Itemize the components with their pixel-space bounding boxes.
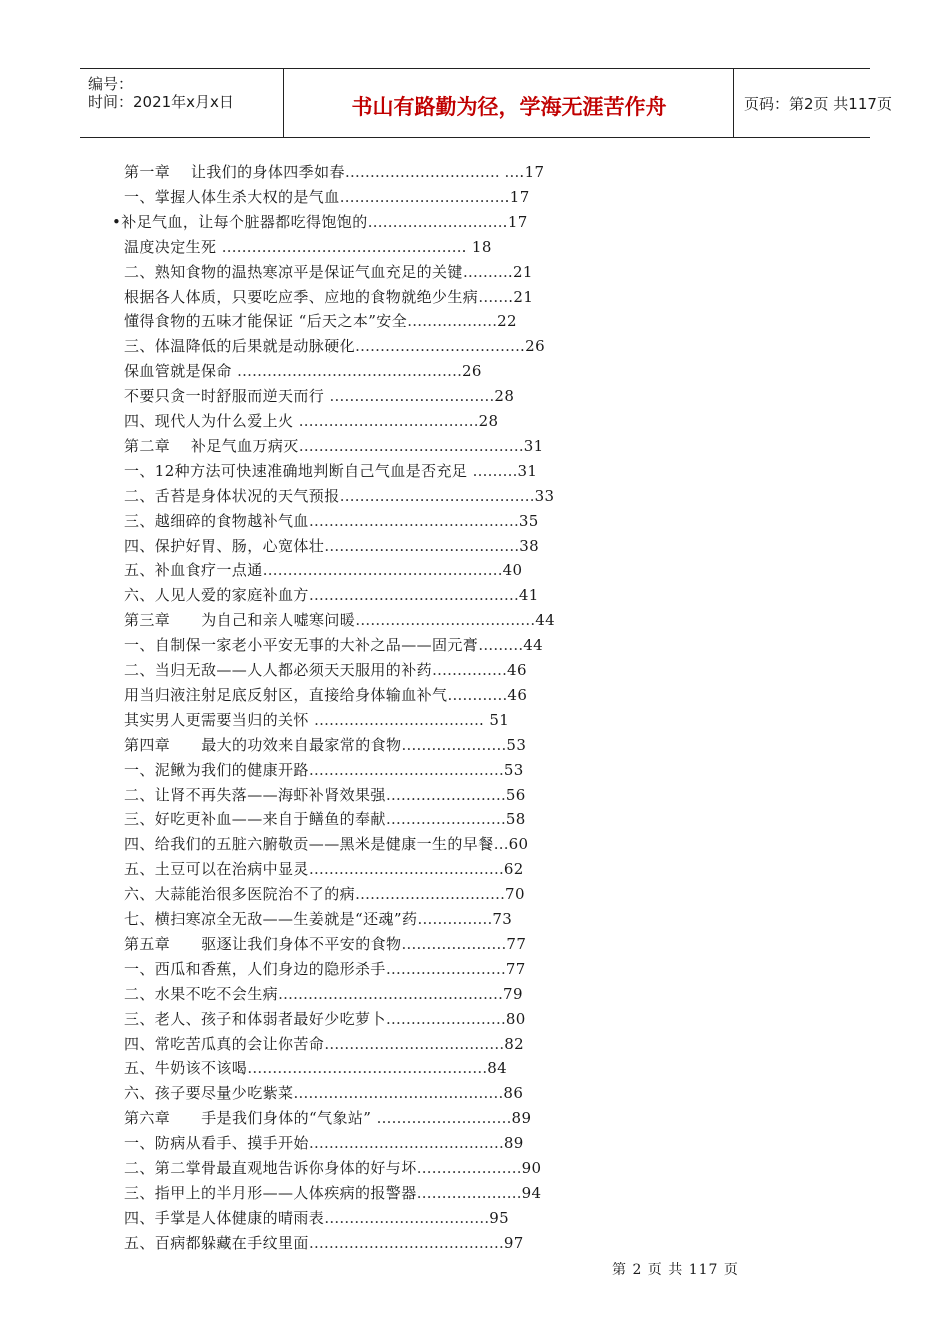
toc-entry-title: 三、指甲上的半月形——人体疾病的报警器 [124,1184,417,1202]
toc-leader-dots: ………………………………… [324,537,520,555]
toc-entry-title: 四、给我们的五脏六腑敬贡——黑米是健康一生的早餐 [124,835,494,853]
toc-entry-title: 二、当归无敌——人人都必须天天服用的补药 [124,661,433,679]
toc-entry-page: . 18 [461,238,492,256]
toc-entry-title: 第五章 驱逐让我们身体不平安的食物 [124,935,402,953]
toc-entry-title: 五、土豆可以在治病中显灵 [124,860,309,878]
toc-entry-title: 二、水果不吃不会生病 [124,985,279,1003]
toc-entry-page: 86 [503,1084,524,1102]
toc-leader-dots: …………………………… [324,1209,490,1227]
toc-entry-title: 一、自制保一家老小平安无事的大补之品——固元膏 [124,636,479,654]
toc-entry-page: 38 [519,537,540,555]
toc-entry-page: 46 [507,686,528,704]
toc-entry-page: 73 [492,910,513,928]
toc-leader-dots: ………………… [401,935,507,953]
toc-entry-page: 77 [505,960,526,978]
document-date: 时间：2021年x月x日 [88,93,234,111]
toc-entry-title: 用当归液注射足底反射区，直接给身体输血补气 [124,686,448,704]
toc-entry-page: 31 [523,437,544,455]
toc-entry [124,932,526,957]
toc-entry [112,210,528,235]
toc-entry-title: 七、横扫寒凉全无敌——生姜就是“还魂”药 [124,910,418,928]
toc-entry-page: 31 [517,462,538,480]
toc-entry-title: 二、第二掌骨最直观地告诉你身体的好与坏 [124,1159,417,1177]
toc-entry-title: 六、人见人爱的家庭补血方 [124,586,309,604]
toc-entry-title: 五、百病都躲藏在手纹里面 [124,1234,309,1252]
toc-entry-title: 五、补血食疗一点通 [124,561,263,579]
toc-entry [124,235,492,260]
toc-entry-title: •补足气血，让每个脏器都吃得饱饱的 [112,213,368,231]
toc-entry-title: 六、大蒜能治很多医院治不了的病 [124,885,356,903]
toc-leader-dots: ……………………………… [324,1035,505,1053]
toc-leader-dots: …………………………… [313,711,479,729]
toc-entry-title: 一、泥鳅为我们的健康开路 [124,761,309,779]
toc-entry [124,285,533,310]
toc-entry-title: 三、越细碎的食物越补气血 [124,512,309,530]
toc-leader-dots: …………………… [385,786,506,804]
toc-entry [124,1106,531,1131]
toc-entry-page: .17 [519,163,545,181]
toc-entry-title: 五、牛奶该不该喝 [124,1059,248,1077]
toc-entry [124,807,526,832]
toc-entry [124,882,525,907]
toc-entry [124,832,529,857]
toc-leader-dots: ………………………………… [308,1134,504,1152]
toc-entry [124,260,533,285]
toc-entry [124,1056,507,1081]
toc-leader-dots: ………………………………………… [221,238,462,256]
toc-leader-dots: ………………………………………… [247,1059,488,1077]
toc-entry [124,633,543,658]
toc-entry-page: 70 [505,885,525,903]
toc-entry [124,708,509,733]
toc-entry [124,658,527,683]
toc-entry [124,758,524,783]
toc-entry-page: .26 [520,337,546,355]
toc-entry-title: 一、掌握人体生杀大权的是气血 [124,188,340,206]
toc-entry-page: 94 [521,1184,542,1202]
toc-leader-dots: …………………………………… [308,512,519,530]
toc-entry-page: 58 [505,810,526,828]
toc-entry [124,1206,509,1231]
toc-entry [124,509,539,534]
toc-entry-page: 28 [494,387,515,405]
toc-leader-dots: ……………………………… [355,611,536,629]
toc-entry-title: 第三章 为自己和亲人嘘寒问暖 [124,611,356,629]
toc-entry-title: 第二章 补足气血万病灭 [124,437,299,455]
toc-entry [124,907,512,932]
toc-entry-title: 懂得食物的五味才能保证 “后天之本”安全 [124,312,408,330]
toc-entry-page: 82 [504,1035,525,1053]
toc-entry-page: 89 [503,1134,524,1152]
toc-leader-dots: …………………… [385,1010,506,1028]
toc-leader-dots: ……………………………………… [236,362,462,380]
toc-entry-title: 其实男人更需要当归的关怀 [124,711,314,729]
toc-leader-dots: …………… [417,910,493,928]
page-header [80,68,892,138]
toc-entry [124,583,539,608]
toc-entry-page: 62 [503,860,524,878]
toc-leader-dots: ………………………………………… [262,561,503,579]
toc-entry [124,459,537,484]
toc-entry-title: 六、孩子要尽量少吃紫菜 [124,1084,294,1102]
toc-entry [124,1156,542,1181]
toc-entry-title: 不要只贪一时舒服而逆天而行 [124,387,330,405]
toc-entry-page: 44 [523,636,544,654]
toc-leader-dots: ……………………………………… [278,985,504,1003]
toc-entry-title: 二、舌苔是身体状况的天气预报 [124,487,340,505]
toc-entry [124,409,498,434]
toc-entry [124,558,523,583]
toc-leader-dots: ……………………………………… [298,437,524,455]
page-footer: 第 2 页 共 117 页 [612,1262,739,1278]
toc-entry-page: .21 [507,263,533,281]
toc-entry-page: 40 [502,561,523,579]
toc-entry-page: 97 [503,1234,524,1252]
toc-entry-page: 56 [505,786,526,804]
toc-entry-title: 四、保护好胃、肠，心宽体壮 [124,537,325,555]
toc-entry [124,982,523,1007]
toc-entry [124,534,539,559]
toc-leader-dots: …………… [432,661,508,679]
toc-leader-dots: ………………… [401,736,507,754]
toc-entry-page: 33 [534,487,555,505]
toc-entry [124,1081,523,1106]
toc-entry-title: 三、老人、孩子和体弱者最好少吃萝卜 [124,1010,386,1028]
toc-entry-page: 28 [478,412,499,430]
toc-entry-page: 44 [535,611,556,629]
toc-entry [124,1131,524,1156]
toc-entry-title: 一、西瓜和香蕉，人们身边的隐形杀手 [124,960,386,978]
toc-entry [124,683,527,708]
toc-entry-title: 四、常吃苦瓜真的会让你苦命 [124,1035,325,1053]
toc-leader-dots: ……………………………… [298,412,479,430]
toc-entry-title: 三、体温降低的后果就是动脉硬化 [124,337,356,355]
toc-entry-page: .21 [508,288,534,306]
toc-entry-title: 第六章 手是我们身体的“气象站” [124,1109,377,1127]
toc-entry [124,309,517,334]
header-motto: 书山有路勤为径，学海无涯苦作舟 [351,95,667,119]
toc-entry [124,957,526,982]
toc-leader-dots: ………………………………… [308,761,504,779]
toc-entry-page: 41 [518,586,539,604]
toc-entry-page: .17 [502,213,528,231]
toc-entry-title: 三、好吃更补血——来自于鳝鱼的奉献 [124,810,386,828]
toc-leader-dots: ……… [462,263,508,281]
toc-entry-page: 35 [518,512,539,530]
toc-entry-page: 46 [507,661,527,679]
toc-entry-page: 80 [505,1010,526,1028]
toc-entry [124,160,544,185]
toc-leader-dots: ………………………… [355,885,506,903]
toc-leader-dots: … [493,835,509,853]
toc-entry [124,334,545,359]
toc-entry-title: 一、防病从看手、摸手开始 [124,1134,309,1152]
toc-leader-dots: ……………………… [367,213,503,231]
toc-entry [124,185,530,210]
toc-entry-page: 60 [508,835,529,853]
toc-leader-dots: …………………………………… [308,586,519,604]
toc-entry [124,857,524,882]
toc-leader-dots: …………………… [385,810,506,828]
toc-entry-page: 84 [487,1059,508,1077]
toc-entry-title: 保血管就是保命 [124,362,237,380]
toc-entry [124,484,555,509]
toc-entry-title: 四、现代人为什么爱上火 [124,412,299,430]
toc-leader-dots: …………………………… [355,337,521,355]
toc-entry-page: 26 [461,362,482,380]
toc-leader-dots: …………………………… [329,387,495,405]
toc-leader-dots: ……… [472,462,518,480]
toc-leader-dots: ………………………………… [308,1234,504,1252]
toc-entry-title: 二、熟知食物的温热寒凉平是保证气血充足的关键 [124,263,463,281]
header-page-cell [735,69,892,137]
toc-entry [124,359,482,384]
header-page-info: 页码：第2页 共117页 [744,95,892,113]
toc-entry-page: 90 [521,1159,542,1177]
toc-entry [124,1007,526,1032]
toc-entry-page: 79 [503,985,523,1003]
toc-entry [124,1231,524,1256]
toc-leader-dots: ………… [447,686,508,704]
toc-entry-title: 一、12种方法可快速准确地判断自己气血是否充足 [124,462,473,480]
header-meta-cell [80,69,284,137]
toc-leader-dots: ………………………………… [339,487,535,505]
toc-entry [124,384,514,409]
toc-entry-title: 根据各人体质，只要吃应季、应地的食物就绝少生病 [124,288,479,306]
toc-entry-page: 95 [489,1209,510,1227]
toc-entry [124,783,526,808]
toc-entry-page: .17 [504,188,530,206]
toc-leader-dots: ……………………… [376,1109,512,1127]
toc-leader-dots: …………………………. … [344,163,520,181]
toc-leader-dots: ……………… [407,312,498,330]
toc-entry-page: 53 [506,736,527,754]
toc-entry-page: 53 [503,761,524,779]
document-number-label: 编号： [88,75,134,93]
toc-leader-dots: ………………… [416,1159,522,1177]
header-motto-cell [285,69,734,137]
toc-leader-dots: ………………… [416,1184,522,1202]
toc-entry-title: 温度决定生死 [124,238,222,256]
toc-leader-dots: …………………………… [339,188,505,206]
toc-entry [124,608,555,633]
toc-leader-dots: …………………………………… [293,1084,504,1102]
toc-leader-dots: …… [478,288,509,306]
toc-leader-dots: ……… [478,636,524,654]
toc-entry [124,1181,542,1206]
toc-entry-page: 22 [497,312,517,330]
toc-entry-title: 第一章 让我们的身体四季如春 [124,163,345,181]
toc-entry-page: 77 [506,935,527,953]
toc-entry-title: 二、让肾不再失落——海虾补肾效果强 [124,786,386,804]
toc-leader-dots: …………………… [385,960,506,978]
toc-leader-dots: ………………………………… [308,860,504,878]
toc-entry [124,733,526,758]
toc-entry-page: . 51 [478,711,510,729]
toc-entry [124,1032,524,1057]
toc-entry-title: 四、手掌是人体健康的晴雨表 [124,1209,325,1227]
toc-entry-page: 89 [511,1109,532,1127]
toc-entry-title: 第四章 最大的功效来自最家常的食物 [124,736,402,754]
toc-entry [124,434,544,459]
